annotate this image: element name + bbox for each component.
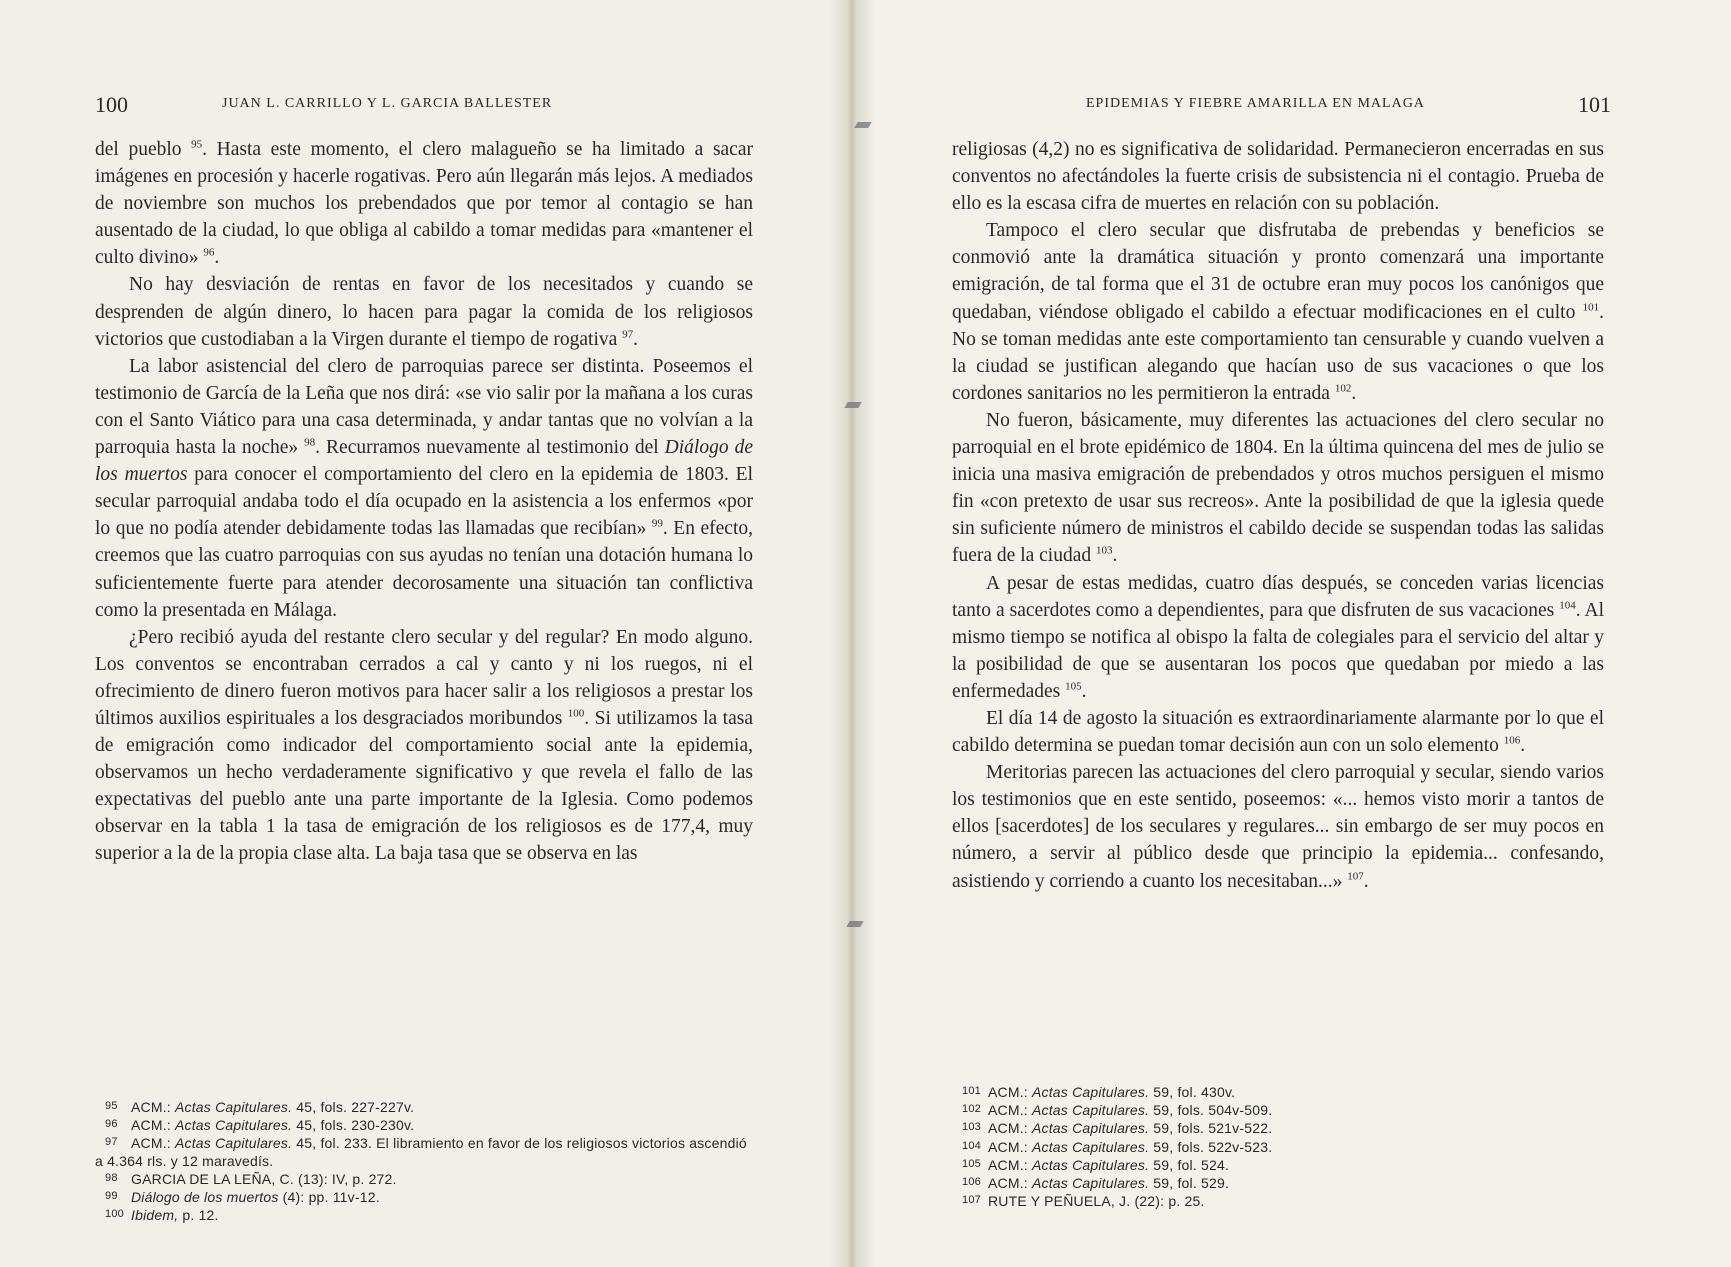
italic-title: Actas Capitulares. — [174, 1099, 293, 1115]
text-run: 59, fols. 521v-522. — [1149, 1120, 1273, 1137]
left-footnotes — [95, 1098, 755, 1224]
footnote — [95, 1170, 755, 1188]
footnote-ref: 101 — [1582, 301, 1600, 314]
text-run: 59, fol. 524. — [1149, 1156, 1230, 1173]
footnote-ref: 105 — [1065, 680, 1082, 693]
footnote — [95, 1206, 755, 1224]
text-run: No hay desviación de rentas en favor de los necesitados y cuando se desprenden de algún dinero, lo hacen para pagar la comida de los religiosos victorios que custodiaban a la Virgen durante el tiempo de rogativa — [95, 274, 753, 350]
footnote-number: 106 — [962, 1176, 981, 1189]
text-run: . En efecto, creemos que las cuatro parroquias con sus ayudas no tenían una dotación humana lo suficientemente fuerte para atender decorosamente una situación tan conflictiva como la presentada en Málaga. — [95, 518, 753, 621]
text-run: . Recurramos nuevamente al testimonio del — [315, 437, 665, 459]
italic-title: Actas Capitulares. — [1031, 1102, 1150, 1119]
text-run: ACM.: — [988, 1156, 1032, 1173]
footnote — [95, 1134, 755, 1169]
right-body-text — [952, 136, 1604, 895]
text-run: 59, fol. 430v. — [1149, 1084, 1236, 1100]
paragraph — [952, 217, 1604, 407]
footnote-number: 96 — [105, 1118, 118, 1131]
text-run: . Al mismo tiempo se notifica al obispo la falta de colegiales para el servicio del altar y la posibilidad de que se ausentaran los pocos que quedaban por miedo a las enfermedades — [952, 599, 1604, 702]
paragraph — [952, 705, 1604, 759]
left-page-number: 100 — [95, 92, 128, 117]
right-running-head: EPIDEMIAS Y FIEBRE AMARILLA EN MALAGA — [1086, 96, 1425, 111]
text-run: GARCIA DE LA LEÑA, C. (13): IV, p. 272. — [131, 1170, 397, 1187]
text-run: . — [1351, 382, 1357, 404]
footnote-ref: 103 — [1096, 544, 1113, 557]
italic-title: Actas Capitulares. — [174, 1117, 293, 1134]
text-run: 45, fols. 230-230v. — [292, 1117, 415, 1134]
footnote-number: 107 — [962, 1194, 981, 1207]
text-run: ACM.: — [988, 1120, 1032, 1137]
right-footnotes — [952, 1083, 1562, 1210]
text-run: religiosas (4,2) no es significativa de solidaridad. Permanecieron encerradas en sus conventos no afectándoles la fuerte crisis de subsistencia ni el contagio. Prueba de ello es la escasa cifra de muertes en relación con su población. — [952, 139, 1604, 215]
text-run: para conocer el comportamiento del clero en la epidemia de 1803. El secular parroquial andaba todo el día ocupado en la asistencia a los enfermos «por lo que no podía atender debidamente todas las llamadas que recibían» — [95, 464, 754, 540]
italic-title: Actas Capitulares. — [1031, 1084, 1150, 1100]
left-running-head: JUAN L. CARRILLO Y L. GARCIA BALLESTER — [222, 96, 553, 111]
footnote-number: 100 — [105, 1208, 124, 1221]
paragraph — [952, 570, 1604, 705]
paragraph — [952, 759, 1604, 894]
paragraph — [952, 136, 1604, 217]
footnote-ref: 102 — [1334, 382, 1352, 395]
text-run: ACM.: — [988, 1102, 1032, 1119]
text-run: ACM.: — [131, 1099, 175, 1115]
footnote-ref: 97 — [622, 328, 634, 341]
footnote — [952, 1083, 1562, 1101]
paragraph — [95, 353, 753, 624]
footnote-ref: 96 — [203, 246, 215, 259]
paragraph — [95, 136, 753, 271]
text-run: 59, fols. 522v-523. — [1149, 1138, 1273, 1155]
footnote — [95, 1188, 755, 1206]
text-run: 45, fol. 233. El libramiento en favor de los religiosos victorios ascendió a 4.364 rls. y 12 maravedís. — [95, 1135, 747, 1169]
footnote-number: 102 — [962, 1103, 981, 1116]
footnote — [95, 1116, 755, 1134]
text-run: ACM.: — [988, 1175, 1032, 1192]
text-run: 59, fol. 529. — [1149, 1175, 1230, 1192]
italic-title: Diálogo de los muertos — [95, 437, 753, 486]
text-run: Meritorias parecen las actuaciones del clero parroquial y secular, siendo varios los testimonios que en este sentido, poseemos: «... hemos visto morir a tantos de ellos [sacerdotes] de los seculares y regulares... sin embargo de ser muy pocos en número, a servir al público desde que principio la epidemia... confesando, asistiendo y corriendo a cuanto los necesitaban...» — [952, 762, 1604, 892]
text-run: . No se toman medidas ante este comportamiento tan censurable y cuando vuelven a la ciudad se justifican alegando que hacían uso de sus vacaciones o que los cordones sanitarios no les permitieron la entrada — [952, 301, 1604, 404]
paragraph — [95, 624, 753, 868]
text-run: (4): pp. 11v-12. — [278, 1189, 380, 1206]
footnote — [952, 1119, 1562, 1137]
footnote — [952, 1138, 1562, 1156]
italic-title: Actas Capitulares. — [174, 1135, 293, 1152]
footnote-ref: 100 — [567, 707, 585, 720]
left-body-text — [95, 136, 753, 868]
italic-title: Diálogo de los muertos — [131, 1189, 279, 1206]
footnote-ref: 99 — [651, 517, 663, 530]
footnote — [952, 1192, 1562, 1210]
footnote-number: 104 — [962, 1139, 981, 1152]
text-run: ACM.: — [131, 1135, 175, 1152]
footnote-ref: 106 — [1503, 734, 1521, 747]
footnote-ref: 104 — [1559, 599, 1576, 612]
footnote-number: 103 — [962, 1121, 981, 1134]
text-run: . — [1520, 735, 1526, 757]
footnote — [952, 1101, 1562, 1119]
text-run: ¿Pero recibió ayuda del restante clero secular y del regular? En modo alguno. Los conventos se encontraban cerrados a cal y canto y ni los ruegos, ni el ofrecimiento de dinero fueron motivos para hacer salir a los religiosos a prestar los últimos auxilios espirituales a los desgraciados moribundos — [95, 626, 753, 729]
italic-title: Actas Capitulares. — [1031, 1175, 1150, 1192]
text-run: 59, fols. 504v-509. — [1149, 1102, 1273, 1119]
text-run: . — [633, 328, 639, 350]
text-run: Tampoco el clero secular que disfrutaba de prebendas y beneficios se conmovió ante la dramática situación y pronto comenzará una importante emigración, de tal forma que el 31 de octubre eran muy pocos los canónigos que quedaban, viéndose obligado el cabildo a efectuar modificaciones en el culto — [952, 220, 1604, 323]
footnote-number: 105 — [962, 1157, 981, 1170]
text-run: . — [1112, 545, 1118, 567]
text-run: ACM.: — [988, 1138, 1032, 1155]
footnote-number: 98 — [105, 1171, 118, 1184]
footnote-number: 95 — [105, 1100, 118, 1112]
text-run: p. 12. — [178, 1207, 219, 1224]
text-run: No fueron, básicamente, muy diferentes las actuaciones del clero secular no parroquial en el brote epidémico de 1804. En la última quincena del mes de julio se inicia una masiva emigración de prebendados y otros muchos persiguen el mismo fin «con pretexto de usar sus recreos». Ante la posibilidad de que la iglesia quede sin suficiente número de ministros el cabildo decide se suspendan todas las salidas fuera de la ciudad — [952, 409, 1604, 567]
text-run: . — [214, 247, 220, 269]
footnote-number: 99 — [105, 1190, 118, 1203]
text-run: El día 14 de agosto la situación es extraordinariamente alarmante por lo que el cabildo determina se puedan tomar decisión aun con un solo elemento — [952, 707, 1604, 757]
footnote-number: 101 — [962, 1085, 981, 1097]
footnote-ref: 107 — [1347, 870, 1364, 883]
footnote-ref: 98 — [304, 436, 316, 449]
text-run: RUTE Y PEÑUELA, J. (22): p. 25. — [988, 1193, 1205, 1210]
text-run: . Si utilizamos la tasa de emigración como indicador del comportamiento social ante la epidemia, observamos un hecho verdaderamente significativo y que revela el fallo de las expectativas del pueblo ante una parte importante de la Iglesia. Como podemos observar en la tabla 1 la tasa de emigración de los religiosos es de 177,4, muy superior a la de la propia clase alta. La baja tasa que se observa en las — [95, 707, 753, 865]
italic-title: Ibidem, — [131, 1207, 179, 1224]
footnote — [952, 1156, 1562, 1174]
paragraph — [95, 271, 753, 352]
text-run: . — [1363, 870, 1369, 892]
footnote — [952, 1174, 1562, 1192]
text-run: del pueblo — [95, 139, 192, 160]
right-page-number: 101 — [1578, 92, 1611, 117]
text-run: ACM.: — [988, 1084, 1032, 1100]
text-run: ACM.: — [131, 1117, 175, 1134]
footnote-number: 97 — [105, 1136, 118, 1149]
footnote-ref: 95 — [191, 138, 203, 151]
text-run: A pesar de estas medidas, cuatro días después, se conceden varias licencias tanto a sacerdotes como a dependientes, para que disfruten de sus vacaciones — [952, 572, 1604, 621]
italic-title: Actas Capitulares. — [1031, 1120, 1150, 1137]
paragraph — [952, 407, 1604, 570]
text-run: . — [1081, 680, 1087, 702]
italic-title: Actas Capitulares. — [1031, 1138, 1150, 1155]
text-run: . Hasta este momento, el clero malagueño se ha limitado a sacar imágenes en procesión y hacerle rogativas. Pero aún llegarán más lejos. A mediados de noviembre son muchos los prebendados que por temor al contagio se han ausentado de la ciudad, lo que obliga al cabildo a tomar medidas para «mantener el culto divino» — [95, 139, 753, 269]
footnote — [95, 1098, 755, 1116]
text-run: 45, fols. 227-227v. — [292, 1099, 415, 1115]
book-gutter — [830, 0, 874, 1267]
italic-title: Actas Capitulares. — [1031, 1156, 1150, 1173]
text-run: La labor asistencial del clero de parroquias parece ser distinta. Poseemos el testimonio de García de la Leña que nos dirá: «se vio salir por la mañana a los curas con el Santo Viático para una casa determinada, y andar tantas que no volvían a la parroquia hasta la noche» — [95, 355, 753, 459]
